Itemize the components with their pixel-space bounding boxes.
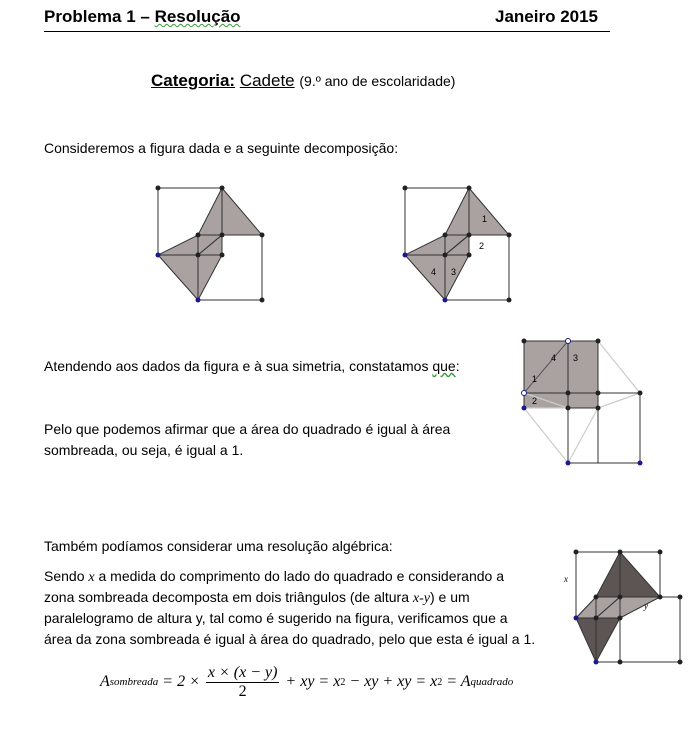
alg-1b: a medida do comprimento do lado do quadrado e considerando a — [94, 568, 504, 584]
alg-2xy: x-y — [412, 591, 430, 606]
formula-A: A — [100, 673, 110, 690]
category-value: Cadete — [239, 71, 295, 90]
symmetry-paragraph — [44, 356, 460, 377]
problem-title — [44, 7, 241, 27]
formula-sub-shaded: sombreada — [109, 676, 159, 688]
symmetry-figure — [518, 335, 668, 470]
decomp-label-2: 2 — [479, 241, 485, 251]
sym-label-2: 2 — [532, 396, 538, 406]
alg-1a: Sendo — [44, 568, 89, 584]
symmetry-text-a: Atendendo aos dados da figura e à sua simetria, constatamos — [44, 358, 433, 374]
sym-label-3: 3 — [573, 353, 579, 363]
algebraic-line-3: paralelogramo de altura y, tal como é sugerido na figura, verificamos que a — [44, 610, 508, 626]
formula-sq1: 2 — [340, 676, 346, 688]
formula-sq2: 2 — [437, 676, 443, 688]
algebraic-line-1 — [44, 566, 504, 588]
category-line — [151, 71, 455, 91]
formula-sub-square: quadrado — [470, 676, 514, 688]
given-figure-shading — [158, 188, 262, 300]
resolution-label: Resolução — [154, 7, 241, 26]
decomp-label-1: 1 — [482, 214, 488, 224]
formula-numerator: x × (x − y) — [207, 663, 278, 681]
conclusion-line-1: Pelo que podemos afirmar que a área do quadrado é igual à área — [44, 421, 451, 437]
conclusion-line-2: sombreada, ou seja, é igual a 1. — [44, 442, 244, 458]
problem-label: Problema 1 – — [44, 7, 155, 26]
given-figure — [150, 180, 290, 310]
area-formula — [100, 660, 513, 704]
symmetry-text-c: : — [455, 358, 460, 374]
algebraic-intro: Também podíamos considerar uma resolução algébrica: — [44, 538, 393, 554]
category-note: (9.º ano de escolaridade) — [299, 73, 456, 89]
sym-label-4: 4 — [551, 353, 557, 363]
algebra-figure — [560, 544, 690, 674]
algebra-label-x: x — [564, 574, 568, 584]
formula-eq1: = 2 × — [158, 673, 204, 690]
intro-paragraph: Consideremos a figura dada e a seguinte decomposição: — [44, 140, 399, 156]
symmetry-text-b: que — [432, 358, 456, 374]
category-label: Categoria: — [151, 71, 236, 90]
header-date: Janeiro 2015 — [495, 7, 599, 26]
formula-rest: + xy = x — [281, 673, 341, 690]
algebra-label-y: y — [644, 601, 648, 611]
algebraic-line-2 — [44, 587, 470, 609]
decomposition-figure — [397, 180, 537, 310]
formula-fraction — [206, 664, 280, 701]
alg-2b: ) e um — [429, 589, 470, 605]
formula-eq2: = A — [442, 673, 471, 690]
alg-2a: zona sombreada decomposta em dois triângulos (de altura — [44, 589, 413, 605]
decomp-label-4: 4 — [431, 267, 437, 277]
formula-denominator: 2 — [238, 682, 247, 700]
header-rule — [44, 31, 610, 32]
formula-mid: − xy + xy = x — [345, 673, 438, 690]
sym-label-1: 1 — [532, 374, 538, 384]
alg-1x: x — [88, 570, 95, 585]
algebraic-line-4: área da zona sombreada é igual à área do quadrado, pelo que esta é igual a 1. — [44, 631, 536, 647]
decomp-label-3: 3 — [451, 267, 457, 277]
